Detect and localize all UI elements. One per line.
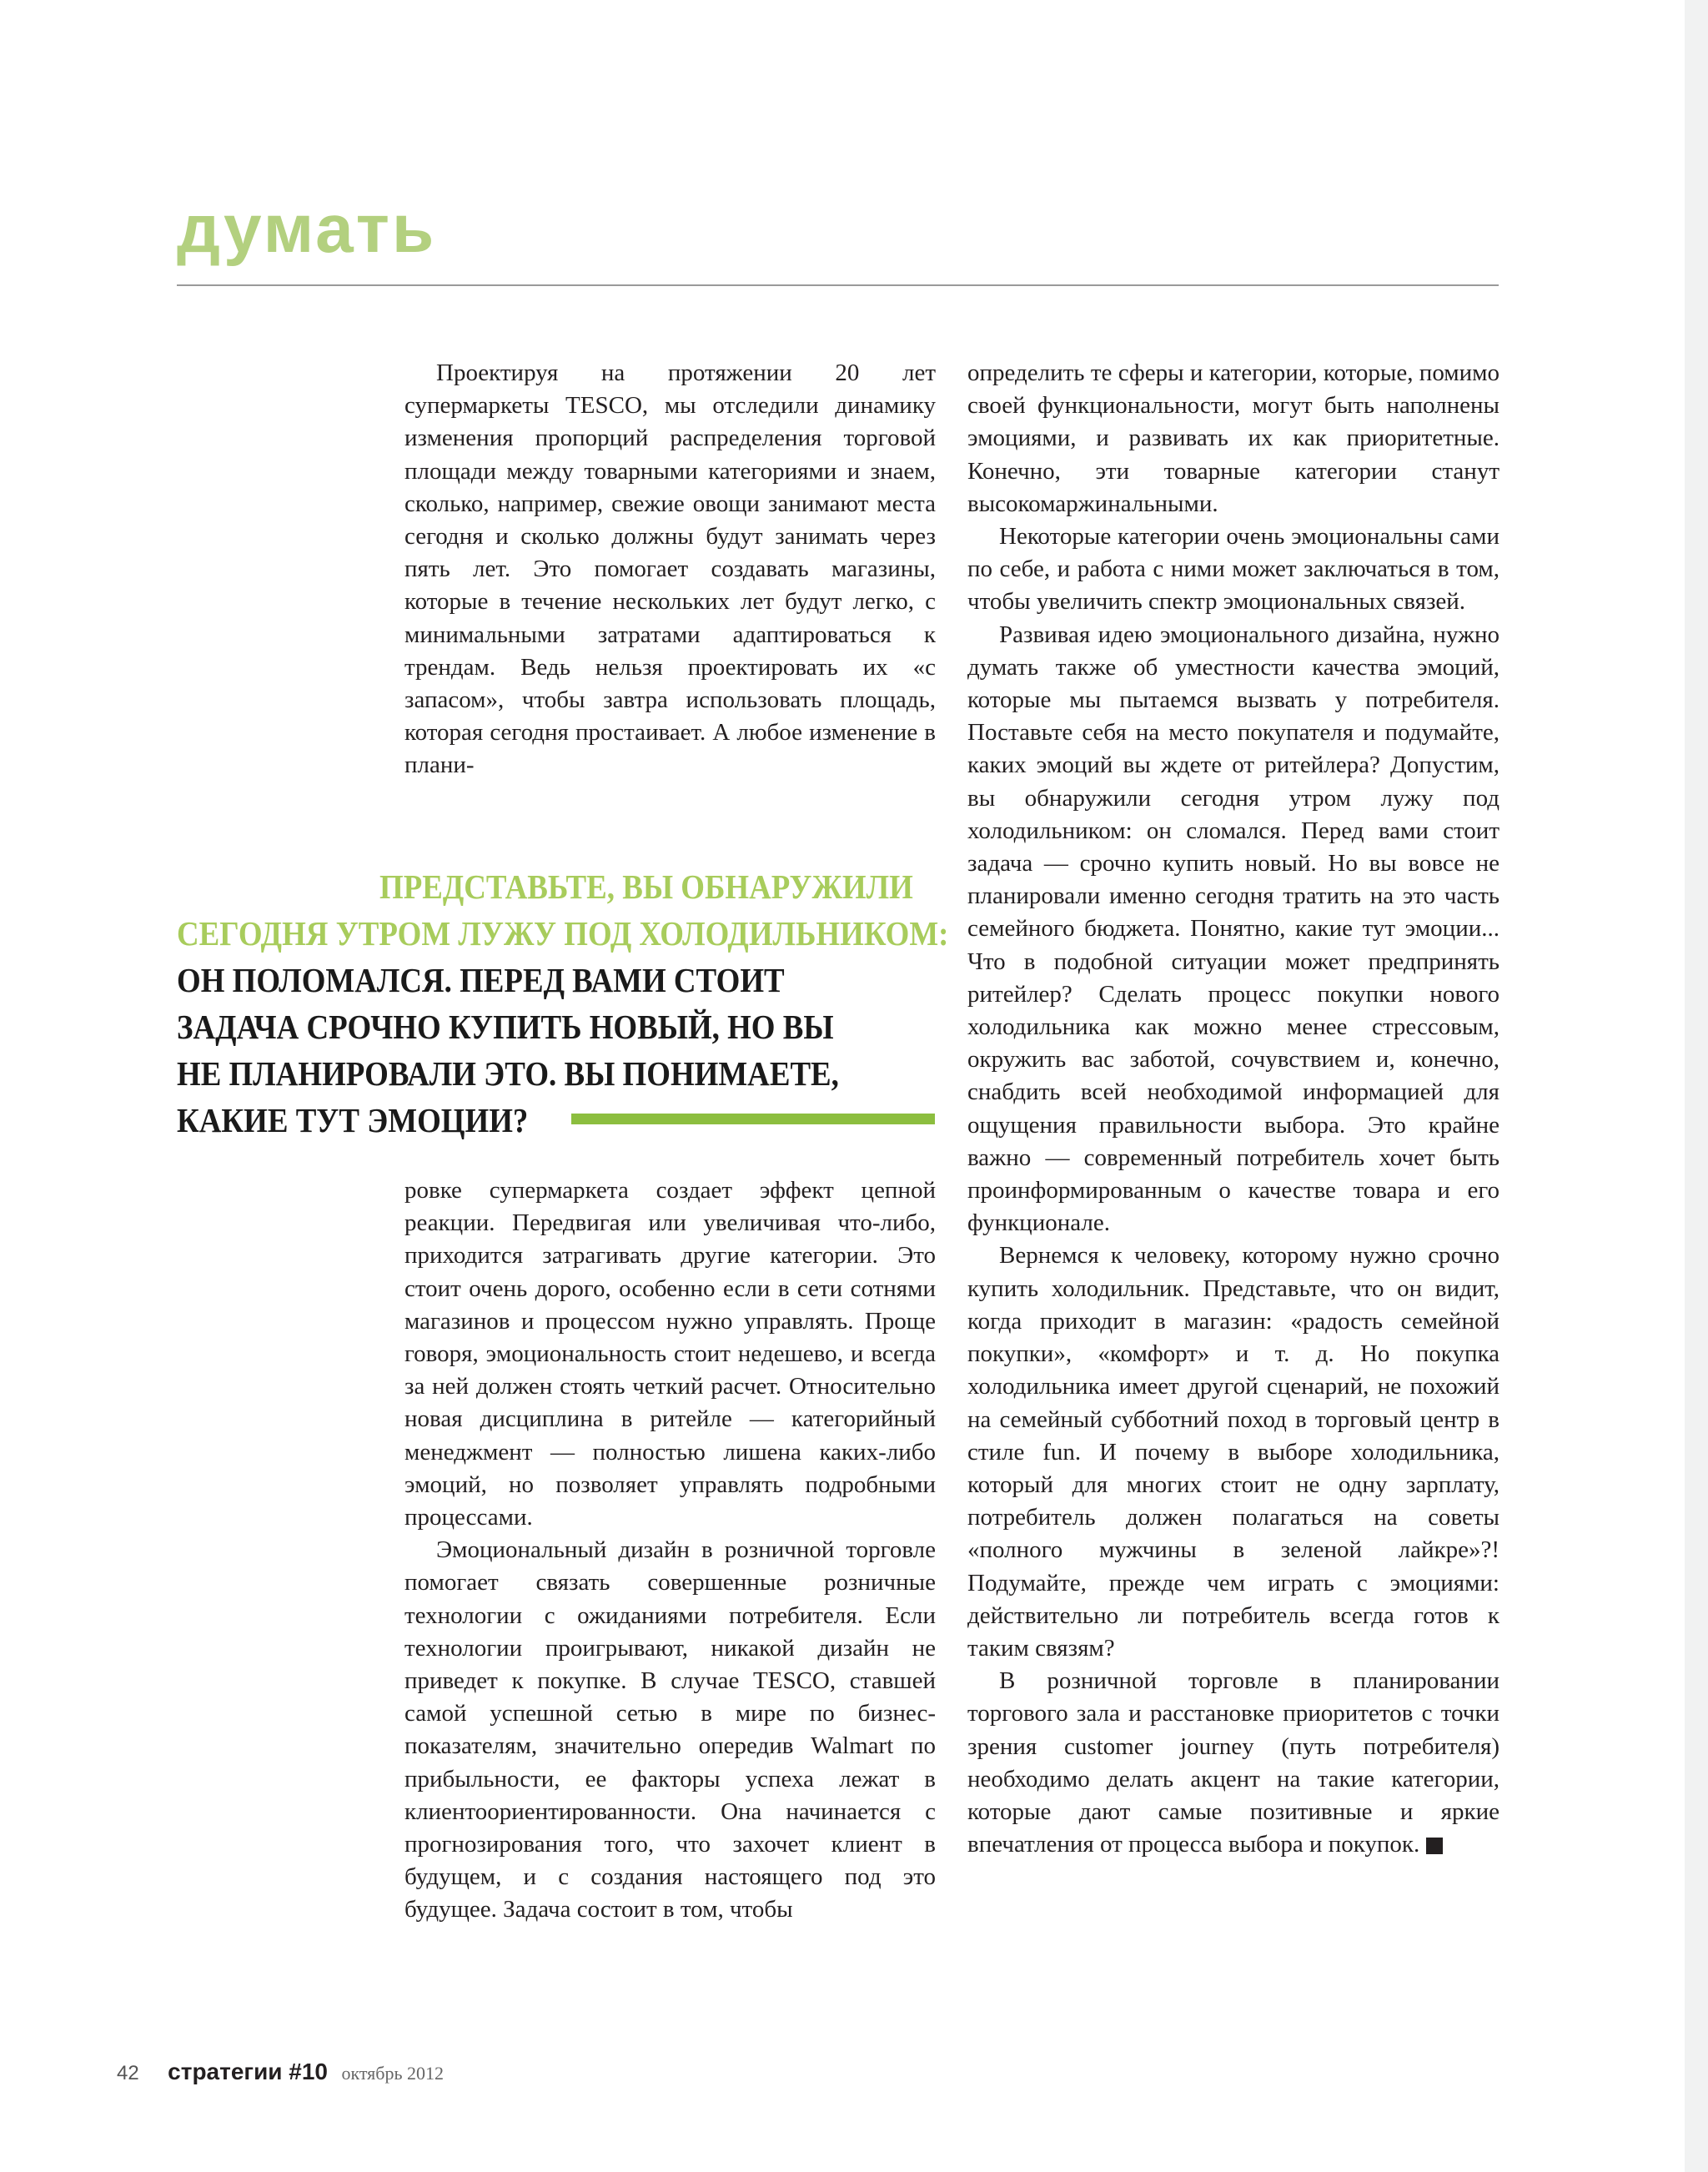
column-1-bottom [404,1174,936,1927]
column-1-top [404,357,936,782]
end-of-article-icon: ◂ [1426,1838,1443,1854]
pull-quote-line: КАКИЕ ТУТ ЭМОЦИИ? [177,1101,529,1139]
column-2 [967,357,1500,1861]
pull-quote-line: СЕГОДНЯ УТРОМ ЛУЖУ ПОД ХОЛОДИЛЬНИКОМ: [177,914,949,953]
paragraph: Вернемся к человеку, которому нужно срочно купить холодильник. Представьте, что он видит, когда приходит в магазин: «радость семейной покупки», «комфорт» и т. д. Но покупка холодильника имеет другой сценарий, не похожий на семейный субботний поход в торговый центр в стиле fun. И почему в выборе холодильника, который для многих стоит не одну зарплату, потребитель должен полагаться на советы «полного мужчины в зеленой лайкре»?! Подумайте, прежде чем играть с эмоциями: действительно ли потребитель всегда готов к таким связям? [967,1242,1500,1662]
last-paragraph [967,1665,1500,1861]
pull-quote-line: ПРЕДСТАВЬТЕ, ВЫ ОБНАРУЖИЛИ [379,867,913,906]
paragraph-text: В розничной торговле в планировании торгового зала и расстановке приоритетов с точки зрения customer journey (путь потребителя) необходимо делать акцент на такие категории, которые дают самые позитивные и яркие впечатления от процесса выбора и покупок. [967,1667,1500,1858]
paragraph: Эмоциональный дизайн в розничной торговле помогает связать совершенные розничные технологии с ожиданиями потребителя. Если технологии проигрывают, никакой дизайн не приведет к покупке. В случае TESCO, ставшей самой успешной сетью в мире по бизнес-показателям, значительно опередив Walmart по прибыльности, ее факторы успеха лежат в клиентоориентированности. Она начинается с прогнозирования того, что захочет клиент в будущем, и с создания настоящего под это будущее. Задача состоит в том, чтобы [404,1536,936,1923]
title-divider [177,284,1499,286]
page-footer [117,2059,444,2085]
paragraph: ровке супермаркета создает эффект цепной реакции. Передвигая или увеличивая что-либо, приходится затрагивать другие категории. Это стоит очень дорого, особенно если в сети сотнями магазинов и процессом нужно управлять. Проще говоря, эмоциональность стоит недешево, и всегда за ней должен стоять четкий расчет. Относительно новая дисциплина в ритейле — категорийный менеджмент — полностью лишена каких-либо эмоций, но позволяет управлять подробными процессами. [404,1177,936,1531]
paragraph: определить те сферы и категории, которые, помимо своей функциональности, могут быть наполнены эмоциями, и развивать их как приоритетные. Конечно, эти товарные категории станут высокомаржинальными. [967,359,1500,517]
paragraph: Развивая идею эмоционального дизайна, нужно думать также об уместности качества эмоций, которые мы пытаемся вызвать у потребителя. Поставьте себя на место покупателя и подумайте, каких эмоций вы ждете от ритейлера? Допустим, вы обнаружили сегодня утром лужу под холодильником: он сломался. Перед вами стоит задача — срочно купить новый. Но вы вовсе не планировали именно сегодня тратить на это часть семейного бюджета. Понятно, какие тут эмоции... Что в подобной ситуации может предпринять ритейлер? Сделать процесс покупки нового холодильника как можно менее стрессовым, окружить вас заботой, сочувствием и, конечно, снабдить всей необходимой информацией для ощущения правильности выбора. Это крайне важно — современный потребитель хочет быть проинформированным о качестве товара и его функционале. [967,621,1500,1237]
pull-quote-line: ЗАДАЧА СРОЧНО КУПИТЬ НОВЫЙ, НО ВЫ [177,1008,834,1046]
paragraph: Некоторые категории очень эмоциональны сами по себе, и работа с ними может заключаться в том, чтобы увеличить спектр эмоциональных связей. [967,523,1500,616]
page-edge [1685,0,1708,2172]
pull-quote-line: ОН ПОЛОМАЛСЯ. ПЕРЕД ВАМИ СТОИТ [177,961,785,999]
pull-quote [177,863,949,1144]
pull-quote-accent-bar [571,1114,935,1124]
paragraph: Проектируя на протяжении 20 лет супермаркеты TESCO, мы отследили динамику изменения пропорций распределения торговой площади между товарными категориями и знаем, сколько, например, свежие овощи занимают места сегодня и сколько должны будут занимать через пять лет. Это помогает создавать магазины, которые в течение нескольких лет будут легко, с минимальными затратами адаптироваться к трендам. Ведь нельзя проектировать их «с запасом», чтобы завтра использовать площадь, которая сегодня простаивает. А любое изменение в плани- [404,359,936,779]
section-title: думать [177,191,437,267]
page-number: 42 [117,2062,139,2084]
magazine-name: стратегии #10 [168,2059,328,2084]
issue-date: октябрь 2012 [341,2063,445,2084]
pull-quote-line: НЕ ПЛАНИРОВАЛИ ЭТО. ВЫ ПОНИМАЕТЕ, [177,1054,839,1093]
